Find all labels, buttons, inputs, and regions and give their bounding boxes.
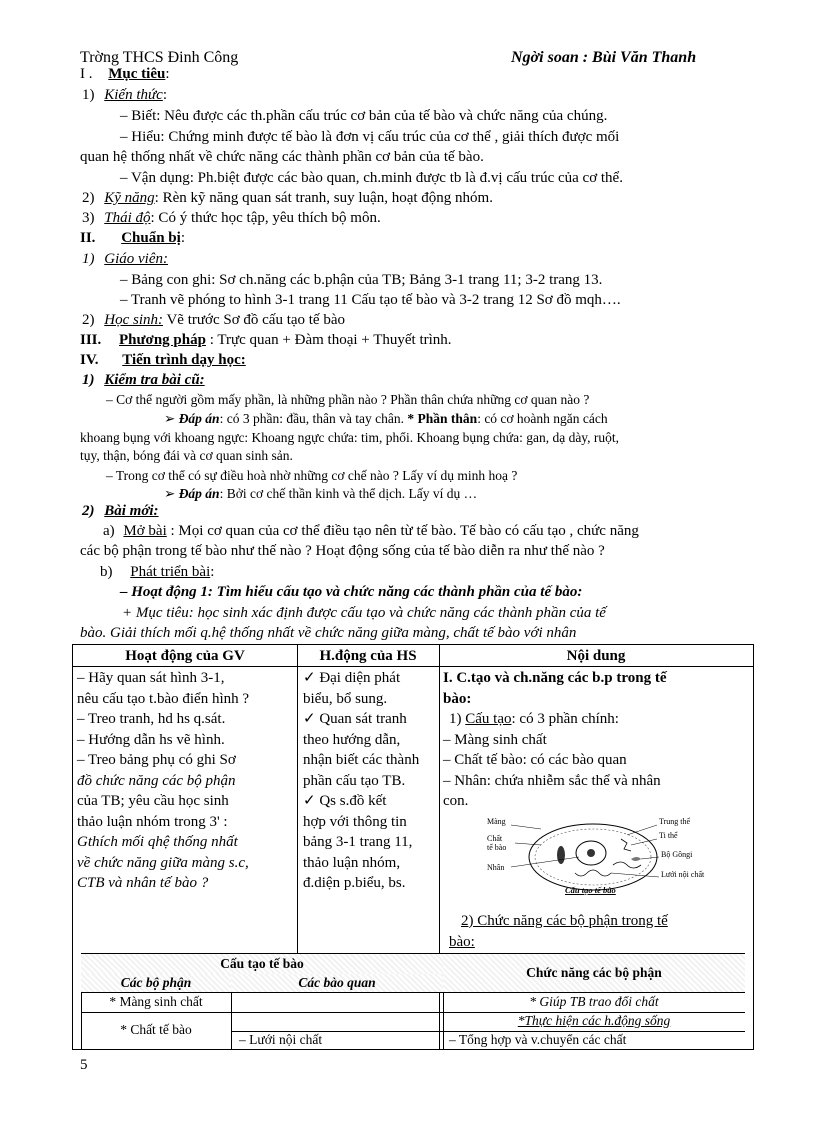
teacher-line: của TB; yêu cầu học sinh [77,793,229,809]
col-divider-1 [297,645,298,954]
header-school: Trờng THCS Đinh Công [80,49,239,66]
er-shape [575,870,611,876]
fig-label-cytoplasm-2: tế bào [487,843,507,852]
subsection-number: 2) [82,312,95,328]
section-1-heading [80,66,170,83]
student-line: hợp với thông tin [303,813,407,830]
golgi [631,857,641,861]
content-title: I. C.tạo và ch.năng các b.p trong tế [443,670,667,686]
inner-header-ctb-text: Cấu tạo tế bào [220,956,304,971]
student-line: ✓ Quan sát tranh [303,711,407,727]
item-number: a) [103,523,115,539]
inner-table [81,953,745,1049]
subsection-number: 1) [82,87,95,103]
section-3-heading [80,332,452,349]
subsection-number: 2) [82,503,95,519]
student-line: theo hướng dẫn, [303,731,401,748]
review-answer-1-cont-2: tụy, thận, bóng đái và cơ quan sinh sản. [80,448,293,463]
subsection-number: 1) [82,251,95,267]
section-number: II. [80,230,96,246]
development-heading [100,564,214,581]
subsection-review [82,372,205,389]
teacher-line: – Treo tranh, hd hs q.sát. [77,711,226,727]
subsection-student [82,312,345,329]
fig-label-nucleus: Nhân [487,863,505,872]
item-number: b) [100,564,113,580]
teacher-line: CTB và nhân tế bào ? [77,875,209,891]
function-title-text: 2) Chức năng các bộ phận trong tế [461,913,668,929]
subsection-text: Vẽ trước Sơ đồ cấu tạo tế bào [163,312,345,328]
subsection-title: Bài mới: [104,503,159,519]
label-line [641,857,659,859]
teacher-line: về chức năng giữa màng s.c, [77,854,249,871]
subsection-teacher [82,251,168,268]
answer-text: : có 3 phần: đầu, thân và tay chân. [219,411,408,426]
section-4-heading [80,352,246,369]
student-line: phần cấu tạo TB. [303,772,406,789]
student-line: biểu, bổ sung. [303,690,388,707]
knowledge-know: – Biết: Nêu được các th.phần cấu trúc cơ bản của tế bào và chức năng của chúng. [120,108,608,124]
function-title-cont [449,932,749,953]
subsection-title: Thái độ [104,210,151,226]
intro-title: Mở bài [123,523,167,539]
label-line [515,843,541,845]
structure-text: : có 3 phần chính: [511,711,619,727]
teacher-line: Gthích mối qhệ thống nhất [77,834,238,850]
colon: : [165,66,170,82]
fig-caption: Cấu tạo tế bào [565,885,616,895]
teacher-column [77,668,293,894]
subsection-number: 2) [82,190,95,206]
structure-item: – Nhân: chứa nhiễm sắc thể và nhân [443,772,661,789]
fig-label-membrane: Màng [487,817,506,826]
intro-line-cont: các bộ phận trong tế bào như thế nào ? Hoạt động sống của tế bào diễn ra như thế nào ? [80,543,605,559]
organelles [613,839,641,868]
inner-header-bq-text: Các bào quan [298,975,376,990]
arrow-icon: ➢ [164,486,176,501]
label-line [611,873,659,877]
colon: : [210,564,215,580]
development-title: Phát triển bài [130,564,211,580]
student-line: đ.diện p.biểu, bs. [303,875,406,891]
subsection-skills [82,190,493,207]
row2-organelle: – Lưới nội chất [239,1032,323,1047]
answer-label: Đáp án [178,486,220,501]
objective-line: + Mục tiêu: học sinh xác định được cấu tạo và chức năng các thành phần của tế [122,605,606,621]
fig-label-golgi: Bộ Gôngi [661,850,693,859]
row1-part: * Màng sinh chất [109,994,203,1009]
review-answer-2 [164,486,477,502]
row1-function: * Giúp TB trao đổi chất [529,994,659,1009]
structure-item: – Chất tế bào: có các bào quan [443,752,627,768]
answer-bold: * Phần thân [407,411,478,426]
section-title: Phương pháp [119,332,206,348]
fig-label-cytoplasm: Chất [487,834,503,843]
student-line: ✓ Đại diện phát [303,670,401,686]
teacher-line: – Hãy quan sát hình 3-1, [77,670,225,686]
section-text: : Trực quan + Đàm thoại + Thuyết trình. [205,332,452,348]
section-number: IV. [80,352,99,368]
structure-item: – Màng sinh chất [443,731,547,748]
review-answer-1-cont: khoang bụng với khoang ngực: Khoang ngực chứa: tim, phổi. Khoang bụng chứa: gan, dạ dày, ruột, [80,430,620,445]
arrow-icon: ➢ [164,411,176,426]
header-author: Ngời soan : Bùi Văn Thanh [511,49,697,66]
fig-label-centrosome: Trung thể [659,817,691,826]
subsection-title: Kiểm tra bài cũ: [104,372,205,388]
student-line: bảng 3-1 trang 11, [303,834,413,850]
subsection-new-lesson [82,503,159,520]
intro-text: : Mọi cơ quan của cơ thể điều tạo nên từ tế bào. Tế bào có cấu tạo , chức năng [166,523,639,539]
teacher-line: thảo luận nhóm trong 3' : [77,813,228,830]
review-answer-1 [164,411,608,427]
label-line [511,857,579,867]
subsection-title: Học sinh: [104,312,163,328]
inner-header-cn [443,954,745,993]
subsection-text: : Rèn kỹ năng quan sát tranh, suy luận, hoạt động nhóm. [154,190,493,206]
review-question-1: – Cơ thể người gồm mấy phần, là những phần nào ? Phần thân chứa những cơ quan nào ? [106,392,590,407]
colon: : [180,230,185,246]
subsection-number: 3) [82,210,95,226]
teacher-item-1: – Bảng con ghi: Sơ ch.năng các b.phận của TB; Bảng 3-1 trang 11; 3-2 trang 13. [120,272,603,288]
teacher-line: – Hướng dẫn hs vẽ hình. [77,731,225,748]
subsection-title: Kiến thức [104,87,163,103]
subsection-attitude [82,210,381,227]
section-title: Mục tiêu [108,66,166,82]
page-number: 5 [80,1057,88,1073]
student-line: ✓ Qs s.đồ kết [303,793,387,809]
inner-header-ctb [81,954,443,975]
activity-table [72,644,754,1050]
structure-heading [443,709,751,730]
header-student: H.động của HS [319,648,417,664]
content-title-cont: bào: [443,690,472,707]
section-number: I . [80,66,93,82]
knowledge-apply: – Vận dụng: Ph.biệt được các bào quan, ch.minh được tb là đ.vị cấu trúc của cơ thể. [120,170,623,186]
header-content: Nội dung [566,648,626,664]
student-line: nhận biết các thành [303,752,420,768]
colon: : [162,87,168,103]
inner-header-bp [81,974,231,993]
structure-title: Cấu tạo [465,711,512,727]
section-number: III. [80,332,102,348]
subsection-title: Giáo viên: [104,251,168,267]
inner-header-cn-text: Chức năng các bộ phận [526,965,662,980]
subsection-text: : Có ý thức học tập, yêu thích bộ môn. [150,210,381,226]
row2-function: *Thực hiện các h.động sống [517,1013,671,1028]
label-line [511,825,541,829]
row2-part: * Chất tế bào [120,1022,192,1037]
answer-label: Đáp án [178,411,220,426]
section-title: Tiến trình dạy học: [122,352,246,368]
inner-header-bp-text: Các bộ phận [120,975,192,990]
subsection-knowledge [82,87,167,104]
student-line: thảo luận nhóm, [303,854,401,871]
subsection-title: Kỹ năng [104,190,155,206]
label-line [627,825,657,835]
label-line [631,839,657,845]
mitochondrion [557,846,565,864]
header-teacher: Hoạt động của GV [125,648,245,664]
fig-label-er: Lưới nội chất [661,870,705,879]
teacher-item-2: – Tranh vẽ phóng to hình 3-1 trang 11 Cấu tạo tế bào và 3-2 trang 12 Sơ đồ mqh…. [120,292,621,308]
inner-header-bq [231,974,443,993]
section-title: Chuẩn bị [121,230,181,246]
student-column [303,668,437,894]
teacher-line: đồ chức năng các bộ phận [77,772,236,789]
answer-text: : Bởi cơ chế thần kinh và thể dịch. Lấy ví dụ … [219,486,478,501]
review-question-2: – Trong cơ thể có sự điều hoà nhờ những cơ chế nào ? Lấy ví dụ minh hoạ ? [106,468,518,483]
knowledge-understand-cont: quan hệ thống nhất về chức năng các thành phần cơ bản của tế bào. [80,149,484,165]
intro-line [103,523,639,540]
answer-text-2: : có cơ hoành ngăn cách [477,411,608,426]
subsection-number: 1) [82,372,95,388]
structure-item: con. [443,793,469,809]
item-number: 1) [449,711,462,727]
teacher-line: – Treo bảng phụ có ghi Sơ [77,752,236,768]
knowledge-understand: – Hiểu: Chứng minh được tế bào là đơn vị cấu trúc của cơ thể , giải thích được mối [120,129,620,145]
row2-function-2: – Tổng hợp và v.chuyển các chất [449,1032,627,1047]
content-column [443,668,751,812]
activity-1-heading: – Hoạt động 1: Tìm hiểu cấu tạo và chức năng các thành phần của tế bào: [120,584,583,600]
section-2-heading [80,230,185,247]
objective-line-cont: bào. Giải thích mối q.hệ thống nhất về chức năng giữa màng, chất tế bào với nhân [80,625,577,641]
teacher-line: nêu cấu tạo t.bào điển hình ? [77,690,250,707]
fig-label-mitochondria: Ti thể [659,831,678,840]
function-heading [449,911,749,952]
function-title-cont-text: bào: [449,933,475,950]
nucleolus [587,849,595,857]
function-title [449,911,749,932]
